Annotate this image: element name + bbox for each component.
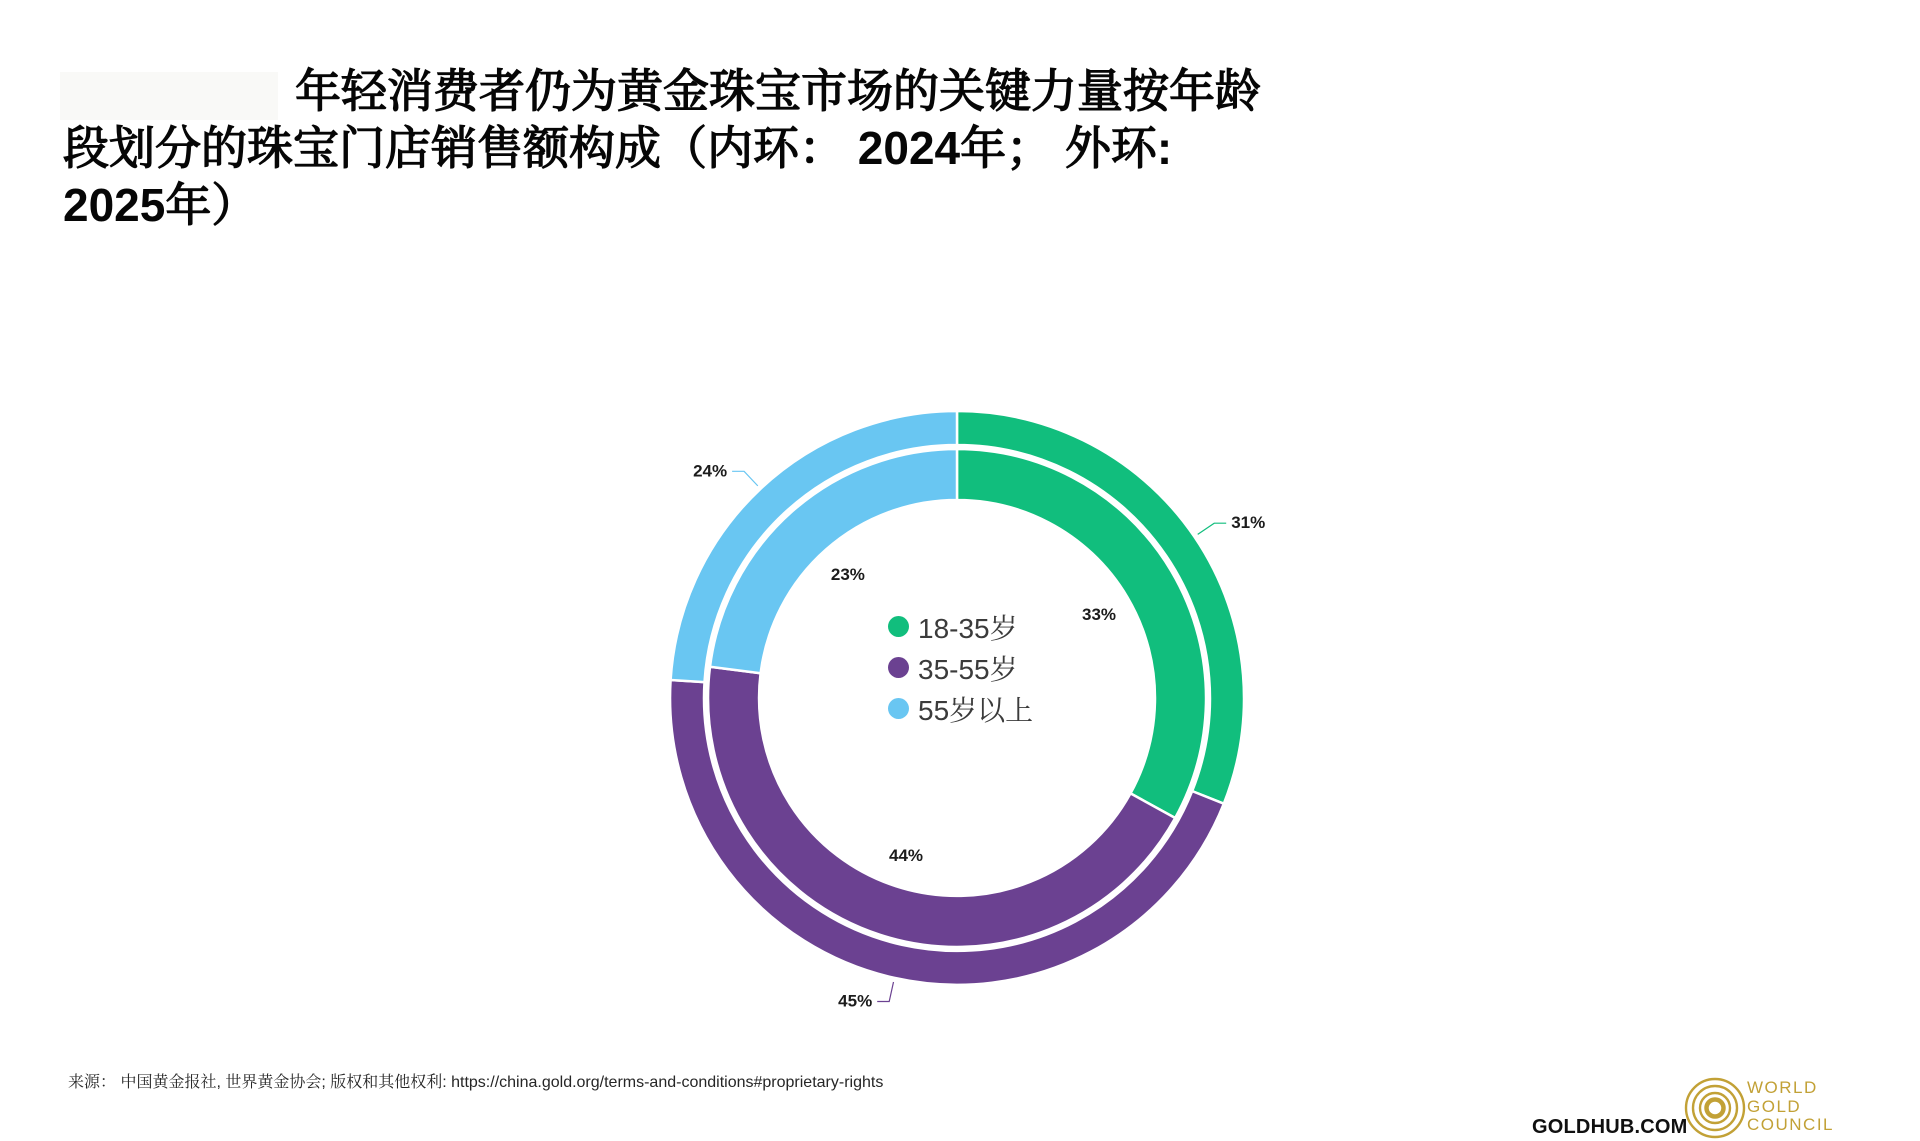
legend-dot-icon bbox=[888, 657, 909, 678]
chart-title-line-2: 段划分的珠宝门店销售额构成（内环： 2024年； 外环: bbox=[63, 122, 1173, 174]
legend-dot-icon bbox=[888, 698, 909, 719]
label-leader-line-18-35岁 bbox=[1198, 523, 1227, 534]
legend-item-35-55岁 bbox=[888, 647, 1033, 688]
legend-item-55岁以上 bbox=[888, 688, 1033, 729]
chart-title-line-1: 年轻消费者仍为黄金珠宝市场的关键力量按年龄 bbox=[295, 65, 1261, 117]
legend-dot-icon bbox=[888, 616, 909, 637]
wgc-word-gold: GOLD bbox=[1747, 1096, 1802, 1116]
wgc-word-world: WORLD bbox=[1747, 1078, 1818, 1097]
outer-ring-label-55岁以上: 24% bbox=[693, 461, 728, 481]
legend-item-18-35岁 bbox=[888, 606, 1033, 647]
inner-ring-label-55岁以上: 23% bbox=[830, 565, 865, 585]
world-gold-council-wordmark bbox=[1747, 1079, 1834, 1135]
chart-legend bbox=[888, 606, 1033, 729]
goldhub-wordmark: GOLDHUB.COM bbox=[1532, 1116, 1688, 1138]
legend-label: 18-35岁 bbox=[918, 612, 1018, 644]
outer-ring-label-35-55岁: 45% bbox=[838, 991, 873, 1011]
label-leader-line-55岁以上 bbox=[732, 471, 758, 486]
wgc-word-council: COUNCIL bbox=[1747, 1115, 1835, 1134]
legend-label: 35-55岁 bbox=[918, 653, 1018, 685]
label-leader-line-35-55岁 bbox=[877, 982, 893, 1002]
legend-label: 55岁以上 bbox=[918, 694, 1034, 726]
chart-title-line-3: 2025年） bbox=[63, 179, 258, 231]
inner-ring-label-35-55岁: 44% bbox=[888, 845, 924, 865]
source-note: 来源： 中国黄金报社, 世界黄金协会; 版权和其他权利: https://china.gold.org/terms-and-conditions#proprietary-rights bbox=[68, 1074, 884, 1091]
inner-ring-label-18-35岁: 33% bbox=[1081, 605, 1117, 624]
world-gold-council-logo-icon bbox=[1682, 1075, 1748, 1141]
outer-ring-label-18-35岁: 31% bbox=[1231, 513, 1266, 533]
